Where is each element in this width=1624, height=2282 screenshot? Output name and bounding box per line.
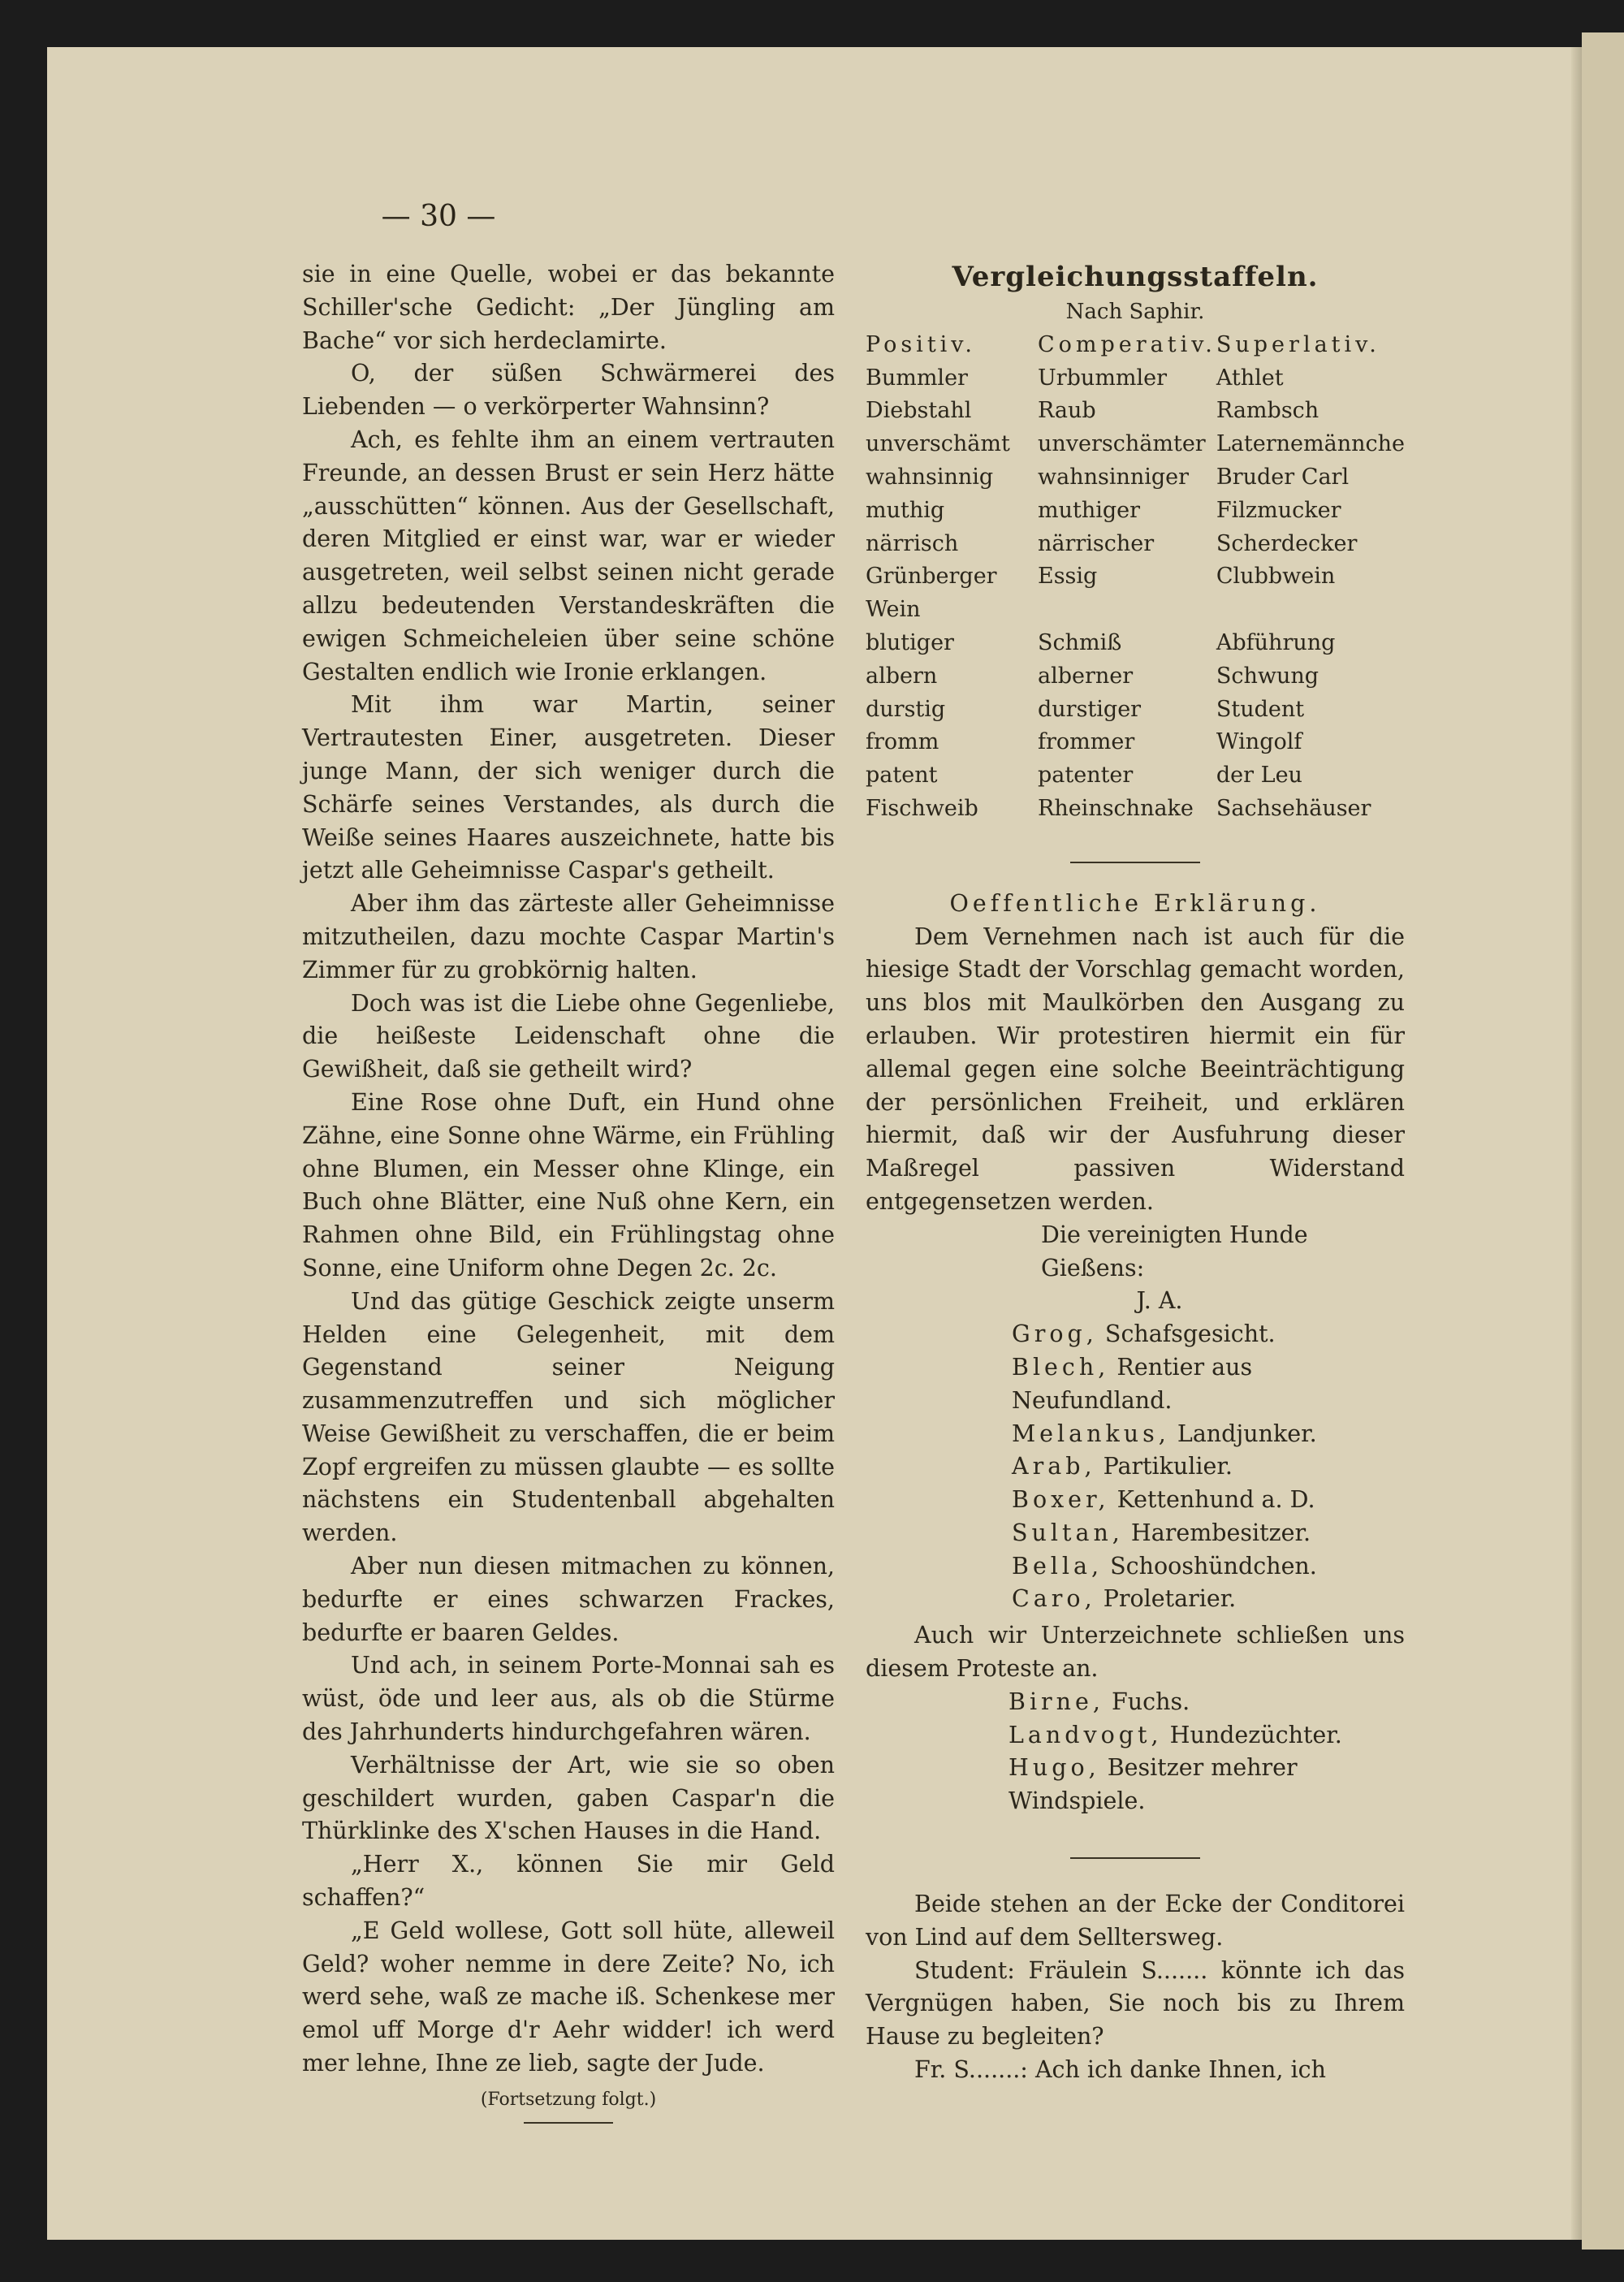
paragraph: Aber nun diesen mitmachen zu können, bedurfte er eines schwarzen Frackes, bedurfte er baaren Geldes. [302, 1553, 835, 1646]
table-cell: Urbummler [1037, 365, 1168, 391]
table-cell: wahnsinniger [1037, 464, 1190, 490]
table-cell: durstiger [1037, 696, 1142, 722]
left-column [302, 258, 835, 2124]
signatory [866, 1583, 1405, 1616]
paragraph: Eine Rose ohne Duft, ein Hund ohne Zähne, eine Sonne ohne Wärme, ein Frühling ohne Blumen, ein Messer ohne Klinge, ein Buch ohne Blätter, eine Nuß ohne Kern, ein Rahmen ohne Bild, ein Frühlingstag ohne Sonne, eine Uniform ohne Degen 2c. 2c. [302, 1088, 835, 1281]
signatory-name: Birne, [1009, 1688, 1104, 1715]
declaration-signed-by: Die vereinigten Hunde Gießens: [1041, 1221, 1308, 1281]
table-cell: albern [866, 663, 938, 689]
declaration-ia: J. A. [1136, 1287, 1183, 1315]
table-header-row [866, 329, 1405, 362]
signatory [866, 1484, 1405, 1517]
table-row [866, 395, 1405, 428]
paragraph: O, der süßen Schwärmerei des Liebenden — o verkörperter Wahnsinn? [302, 360, 835, 421]
table-cell: patenter [1037, 763, 1134, 789]
table-cell: närrisch [866, 530, 959, 556]
table-row [866, 428, 1405, 461]
dialogue-line: Student: Fräulein S....... könnte ich das Vergnügen haben, Sie noch bis zu Ihrem Hause zu begleiten? [866, 1956, 1405, 2051]
signatory-name: Arab, [1012, 1453, 1096, 1480]
section-subtitle: Nach Saphir. [1065, 300, 1205, 324]
declaration-heading: Oeffentliche Erklärung. [949, 889, 1321, 917]
signatory-name: Blech, [1012, 1353, 1110, 1381]
comparison-table [866, 329, 1405, 826]
table-cell: muthig [866, 497, 945, 523]
table-row [866, 793, 1405, 826]
protest-signatory [866, 1719, 1405, 1753]
declaration-body: Dem Vernehmen nach ist auch für die hiesige Stadt der Vorschlag gemacht worden, uns blos mit Maulkörben den Ausgang zu erlauben. Wir protestiren hiermit ein für allemal gegen eine solche Beeinträchtigung der persönlichen Freiheit, und erklären hiermit, daß wir der Ausfuhrung dieser Maßregel passiven Widerstand entgegensetzen werden. [866, 923, 1405, 1215]
table-row [866, 627, 1405, 660]
next-page-edge [1582, 32, 1624, 2250]
dialogue-line: Fr. S.......: Ach ich danke Ihnen, ich [914, 2056, 1326, 2084]
column-header: Positiv. [866, 331, 976, 357]
signatory [866, 1550, 1405, 1584]
signatory-name: Caro, [1012, 1585, 1096, 1613]
protest-line: Auch wir Unterzeichnete schließen uns diesem Proteste an. [866, 1622, 1405, 1683]
signatory-name: Bella, [1012, 1552, 1104, 1580]
dialogue-line: Beide stehen an der Ecke der Conditorei von Lind auf dem Selltersweg. [866, 1891, 1405, 1951]
table-row [866, 461, 1405, 495]
table-cell: unverschämter [1037, 431, 1206, 457]
table-cell: Sachsehäuser [1216, 795, 1371, 821]
divider [1070, 862, 1200, 863]
table-cell: alberner [1037, 663, 1134, 689]
paragraph: Und ach, in seinem Porte-Monnai sah es wüst, öde und leer aus, als ob die Stürme des Jahrhunderts hindurchgefahren wären. [302, 1652, 835, 1746]
column-header: Comperativ. [1037, 331, 1216, 357]
table-cell: Filzmucker [1216, 497, 1341, 523]
table-cell: Student [1216, 696, 1305, 722]
paragraph: Mit ihm war Martin, seiner Vertrautesten Einer, ausgetreten. Dieser junge Mann, der sich weniger durch die Schärfe seines Verstandes, als durch die Weiße seines Haares auszeichnete, hatte bis jetzt alle Geheimnisse Caspar's getheilt. [302, 691, 835, 884]
column-header: Superlativ. [1216, 331, 1380, 357]
signatory-name: Boxer, [1012, 1486, 1110, 1514]
signatory-desc: Schooshündchen. [1110, 1552, 1317, 1580]
signatory-desc: Rentier aus Neufundland. [1012, 1353, 1253, 1414]
table-cell: Laternemännche [1216, 431, 1405, 457]
table-row [866, 726, 1405, 759]
signatory-desc: Fuchs. [1112, 1688, 1190, 1715]
signatory-desc: Proletarier. [1103, 1585, 1237, 1613]
paragraph: „E Geld wollese, Gott soll hüte, alleweil Geld? woher nemme in dere Zeite? No, ich werd sehe, waß ze mache iß. Schenkese mer emol uff Morge d'r Aehr widder! ich werd mer lehne, Ihne ze lieb, sagte der Jude. [302, 1917, 835, 2077]
table-cell: Raub [1037, 398, 1096, 424]
signatory-name: Sultan, [1012, 1519, 1124, 1546]
paragraph: Und das gütige Geschick zeigte unserm Helden eine Gelegenheit, mit dem Gegenstand seiner Neigung zusammenzutreffen und sich möglicher Weise Gewißheit zu verschaffen, die er beim Zopf ergreifen zu müssen glaubte — es sollte nächstens ein Studentenball abgehalten werden. [302, 1287, 835, 1547]
table-cell: närrischer [1037, 530, 1155, 556]
signatory [866, 1517, 1405, 1550]
table-row [866, 759, 1405, 793]
table-cell: Bruder Carl [1216, 464, 1350, 490]
table-cell: Schmiß [1037, 629, 1122, 655]
table-cell: Athlet [1216, 365, 1284, 391]
paragraph: sie in eine Quelle, wobei er das bekannte Schiller'sche Gedicht: „Der Jüngling am Bache“ vor sich herdeclamirte. [302, 261, 835, 354]
table-cell: fromm [866, 729, 939, 755]
table-cell: wahnsinnig [866, 464, 994, 490]
table-cell: patent [866, 763, 938, 789]
table-cell: unverschämt [866, 431, 1010, 457]
table-row [866, 362, 1405, 395]
divider [524, 2122, 613, 2124]
page-number: — 30 — [381, 200, 496, 233]
paragraph: Ach, es fehlte ihm an einem vertrauten Freunde, an dessen Brust er sein Herz hätte „ausschütten“ können. Aus der Gesellschaft, deren Mitglied er einst war, war er wieder ausgetreten, weil selbst seinen nicht gerade allzu bedeutenden Verstandeskräften die ewigen Schmeicheleien über seine schöne Gestalten endlich wie Ironie erklangen. [302, 426, 835, 685]
table-cell: Essig [1037, 564, 1098, 590]
signatory-desc: Schafsgesicht. [1104, 1320, 1276, 1348]
table-cell: Scherdecker [1216, 530, 1358, 556]
table-cell: Grünberger Wein [866, 564, 997, 623]
section-title: Vergleichungsstaffeln. [952, 261, 1319, 293]
paragraph: Verhältnisse der Art, wie sie so oben geschildert wurden, gaben Caspar'n die Thürklinke des X'schen Hauses in die Hand. [302, 1751, 835, 1845]
table-row [866, 560, 1405, 627]
paragraph: Aber ihm das zärteste aller Geheimnisse mitzutheilen, dazu mochte Caspar Martin's Zimmer für zu grobkörnig halten. [302, 890, 835, 983]
divider [1070, 1857, 1200, 1859]
table-row [866, 528, 1405, 561]
signatory-desc: Partikulier. [1103, 1453, 1233, 1480]
table-row [866, 495, 1405, 528]
protest-signatory [866, 1686, 1405, 1719]
signatory-name: Grog, [1012, 1320, 1098, 1348]
table-cell: muthiger [1037, 497, 1141, 523]
table-cell: durstig [866, 696, 946, 722]
signatory [866, 1318, 1405, 1351]
table-cell: blutiger [866, 629, 954, 655]
table-cell: Abführung [1216, 629, 1336, 655]
signatory-name: Melankus, [1012, 1420, 1170, 1447]
table-cell: der Leu [1216, 763, 1302, 789]
table-cell: Wingolf [1216, 729, 1302, 755]
table-cell: Rheinschnake [1037, 795, 1194, 821]
table-cell: Diebstahl [866, 398, 972, 424]
protest-signatory [866, 1752, 1405, 1818]
signatory [866, 1351, 1405, 1418]
continuation-note: (Fortsetzung folgt.) [480, 2089, 657, 2110]
right-column [866, 258, 1405, 2087]
paragraph: „Herr X., können Sie mir Geld schaffen?“ [302, 1851, 835, 1912]
table-cell: Clubbwein [1216, 564, 1336, 590]
signatory-desc: Besitzer mehrer Windspiele. [1009, 1754, 1298, 1815]
signatory [866, 1450, 1405, 1484]
signatory [866, 1418, 1405, 1451]
signatory-name: Hugo, [1009, 1754, 1100, 1782]
signatory-desc: Hundezüchter. [1169, 1721, 1342, 1748]
paragraph: Doch was ist die Liebe ohne Gegenliebe, die heißeste Leidenschaft ohne die Gewißheit, daß sie getheilt wird? [302, 989, 835, 1083]
signatory-desc: Landjunker. [1177, 1420, 1317, 1447]
signatory-desc: Kettenhund a. D. [1116, 1486, 1315, 1514]
table-row [866, 694, 1405, 727]
signatory-desc: Harembesitzer. [1130, 1519, 1311, 1546]
table-cell: frommer [1037, 729, 1135, 755]
table-row [866, 660, 1405, 694]
table-cell: Bummler [866, 365, 968, 391]
signatory-name: Landvogt, [1009, 1721, 1163, 1748]
table-cell: Rambsch [1216, 398, 1320, 424]
table-cell: Schwung [1216, 663, 1320, 689]
table-cell: Fischweib [866, 795, 978, 821]
